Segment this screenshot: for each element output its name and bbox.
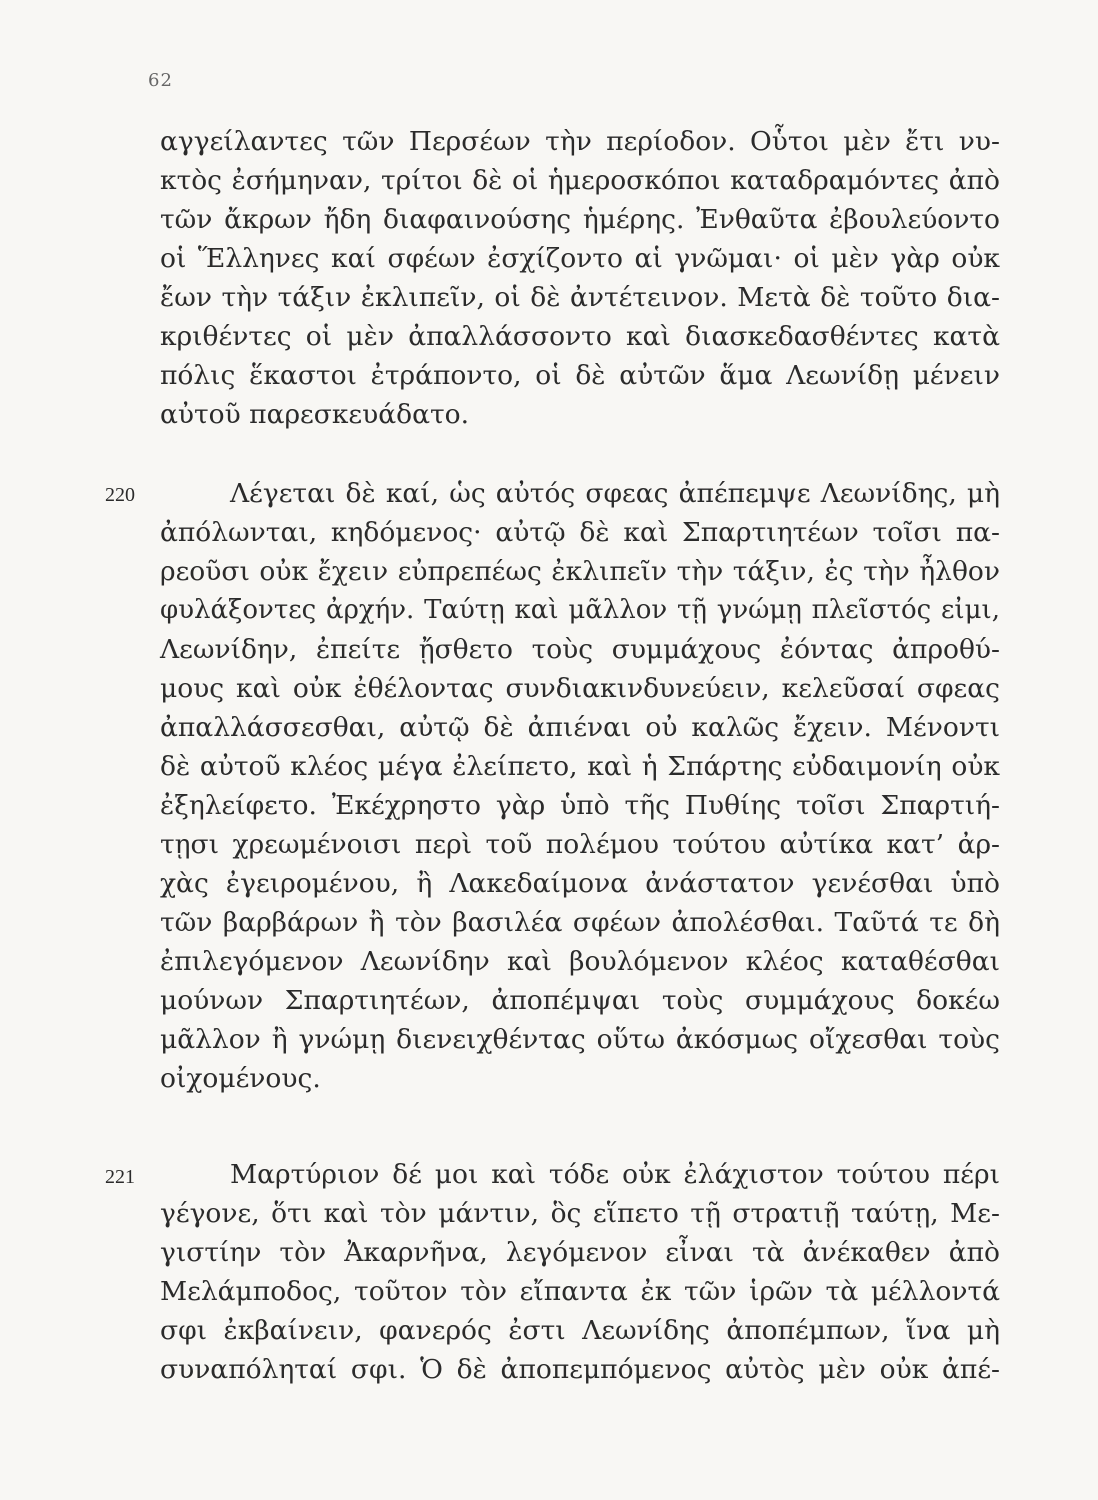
text-line: Λέγεται δὲ καί, ὡς αὐτός σφεας ἀπέπεμψε Λεωνίδης, μὴ <box>230 478 1000 509</box>
text-line: οἱ Ἕλληνες καί σφέων ἐσχίζοντο αἱ γνῶμαι· οἱ μὲν γὰρ οὐκ <box>160 243 1000 274</box>
text-line: ἐπιλεγόμενον Λεωνίδην καὶ βουλόμενον κλέος καταθέσθαι <box>160 946 1000 977</box>
text-line: κτὸς ἐσήμηναν, τρίτοι δὲ οἱ ἡμεροσκόποι καταδραμόντες ἀπὸ <box>160 165 1000 196</box>
text-line: χὰς ἐγειρομένου, ἢ Λακεδαίμονα ἀνάστατον γενέσθαι ὑπὸ <box>160 868 1000 899</box>
text-line: γέγονε, ὅτι καὶ τὸν μάντιν, ὃς εἵπετο τῇ στρατιῇ ταύτῃ, Με- <box>160 1198 1000 1229</box>
text-line: φυλάξοντες ἀρχήν. Ταύτῃ καὶ μᾶλλον τῇ γνώμῃ πλεῖστός εἰμι, <box>160 595 1000 625</box>
text-line: πόλις ἕκαστοι ἐτράποντο, οἱ δὲ αὐτῶν ἅμα Λεωνίδῃ μένειν <box>160 360 1000 391</box>
section-number: 221 <box>105 1166 135 1188</box>
text-line: ρεοῦσι οὐκ ἔχειν εὐπρεπέως ἐκλιπεῖν τὴν τάξιν, ἐς τὴν ἦλθον <box>160 556 1000 587</box>
text-line: γιστίην τὸν Ἀκαρνῆνα, λεγόμενον εἶναι τὰ ἀνέκαθεν ἀπὸ <box>160 1237 1000 1268</box>
text-line: Μαρτύριον δέ μοι καὶ τόδε οὐκ ἐλάχιστον τούτου πέρι <box>230 1159 1000 1190</box>
text-line: τῶν βαρβάρων ἢ τὸν βασιλέα σφέων ἀπολέσθαι. Ταῦτά τε δὴ <box>160 907 1000 938</box>
text-line: ἔων τὴν τάξιν ἐκλιπεῖν, οἱ δὲ ἀντέτεινον. Μετὰ δὲ τοῦτο δια- <box>160 282 1000 313</box>
text-line: σφι ἐκβαίνειν, φανερός ἐστι Λεωνίδης ἀποπέμπων, ἵνα μὴ <box>160 1315 1000 1346</box>
page-number: 62 <box>148 70 173 91</box>
text-line: αγγείλαντες τῶν Περσέων τὴν περίοδον. Οὗτοι μὲν ἔτι νυ- <box>160 126 1000 157</box>
text-line: ἐξηλείφετο. Ἐκέχρηστο γὰρ ὑπὸ τῆς Πυθίης τοῖσι Σπαρτιή- <box>160 790 1000 821</box>
text-line: κριθέντες οἱ μὲν ἀπαλλάσσοντο καὶ διασκεδασθέντες κατὰ <box>160 321 1000 352</box>
text-line: ἀπαλλάσσεσθαι, αὐτῷ δὲ ἀπιέναι οὐ καλῶς ἔχειν. Μένοντι <box>160 712 1000 743</box>
text-line: τῃσι χρεωμένοισι περὶ τοῦ πολέμου τούτου αὐτίκα κατ’ ἀρ- <box>160 829 1000 860</box>
section-number: 220 <box>105 484 135 506</box>
text-line: μᾶλλον ἢ γνώμῃ διενειχθέντας οὕτω ἀκόσμως οἴχεσθαι τοὺς <box>160 1024 1000 1055</box>
text-line: τῶν ἄκρων ἤδη διαφαινούσης ἡμέρης. Ἐνθαῦτα ἐβουλεύοντο <box>160 204 1000 235</box>
text-line: μούνων Σπαρτιητέων, ἀποπέμψαι τοὺς συμμάχους δοκέω <box>160 985 1000 1016</box>
text-line: οἰχομένους. <box>160 1063 321 1094</box>
paragraph-section-221 <box>160 1155 1000 1389</box>
text-line: μους καὶ οὐκ ἐθέλοντας συνδιακινδυνεύειν, κελεῦσαί σφεας <box>160 673 1000 704</box>
text-line: συναπόληταί σφι. Ὁ δὲ ἀποπεμπόμενος αὐτὸς μὲν οὐκ ἀπέ- <box>160 1354 1000 1385</box>
text-line: δὲ αὐτοῦ κλέος μέγα ἐλείπετο, καὶ ἡ Σπάρτης εὐδαιμονίη οὐκ <box>160 751 1000 782</box>
text-line: ἀπόλωνται, κηδόμενος· αὐτῷ δὲ καὶ Σπαρτιητέων τοῖσι πα- <box>160 517 1000 548</box>
text-line: αὐτοῦ παρεσκευάδατο. <box>160 399 470 430</box>
paragraph-continuation <box>160 122 1000 434</box>
text-line: Λεωνίδην, ἐπείτε ᾔσθετο τοὺς συμμάχους ἐόντας ἀπροθύ- <box>160 634 1000 665</box>
text-line: Μελάμποδος, τοῦτον τὸν εἴπαντα ἐκ τῶν ἱρῶν τὰ μέλλοντά <box>160 1276 1000 1307</box>
paragraph-section-220 <box>160 474 1000 1098</box>
